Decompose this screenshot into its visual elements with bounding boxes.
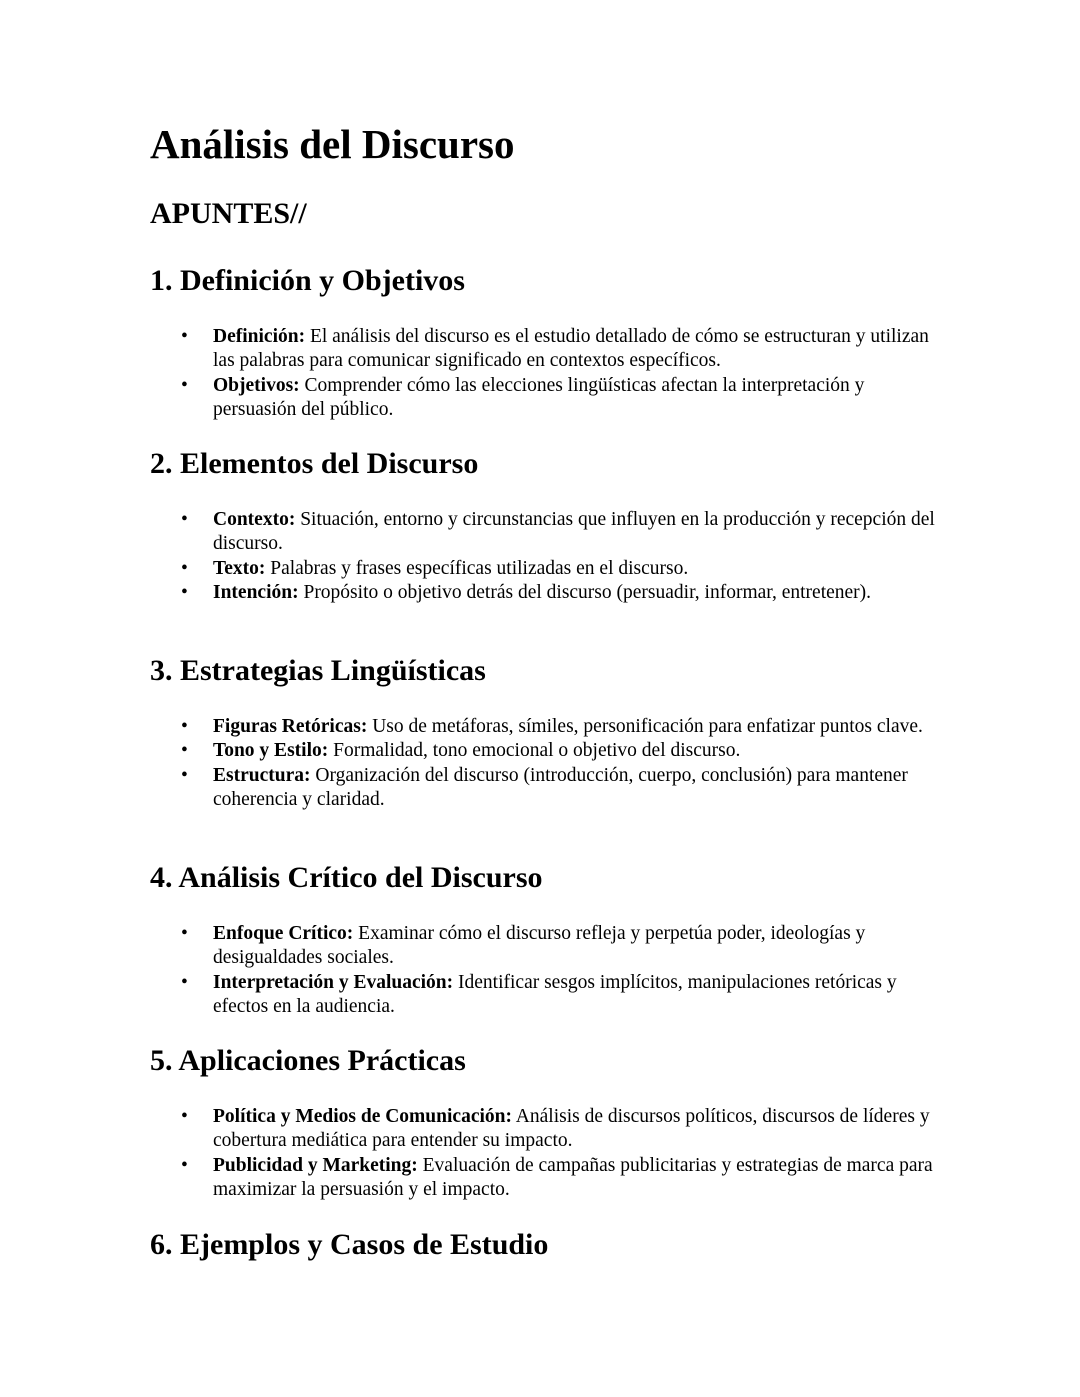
list-item: [150, 557, 938, 581]
list-item: [150, 922, 938, 971]
list-item: [150, 325, 938, 374]
bullet-icon: •: [181, 557, 188, 579]
document-subtitle: APUNTES//: [150, 197, 307, 230]
item-term: Intención:: [213, 582, 299, 604]
item-term: Política y Medios de Comunicación:: [213, 1106, 512, 1127]
list-item: [150, 764, 938, 813]
item-term: Interpretación y Evaluación:: [213, 971, 454, 993]
item-term: Definición:: [213, 326, 306, 347]
bullet-list: [150, 715, 950, 813]
list-item: [150, 1105, 938, 1154]
bullet-icon: •: [181, 1106, 188, 1127]
list-item: [150, 508, 938, 557]
item-text: Organización del discurso (introducción, cuerpo, conclusión) para mantener coherencia y claridad.: [213, 764, 908, 811]
bullet-icon: •: [181, 740, 188, 762]
item-text: Propósito o objetivo detrás del discurso (persuadir, informar, entretener).: [298, 582, 872, 604]
list-item: [150, 374, 938, 423]
list-item: [150, 971, 938, 1020]
item-term: Texto:: [213, 557, 266, 579]
item-term: Objetivos:: [213, 374, 300, 396]
item-text: Análisis de discursos políticos, discursos de líderes y cobertura mediática para entender su impacto.: [213, 1106, 930, 1152]
bullet-icon: •: [181, 716, 188, 737]
section-definicion-objetivos: [150, 266, 950, 423]
bullet-icon: •: [181, 923, 188, 944]
item-text: Identificar sesgos implícitos, manipulaciones retóricas y efectos en la audiencia.: [213, 971, 897, 1018]
section-ejemplos: [150, 1230, 950, 1260]
bullet-icon: •: [181, 971, 188, 993]
bullet-list: [150, 922, 950, 1020]
section-aplicaciones: [150, 1046, 950, 1203]
list-item: [150, 739, 938, 763]
bullet-icon: •: [181, 582, 188, 604]
item-text: Palabras y frases específicas utilizadas en el discurso.: [265, 557, 689, 579]
section-heading: 3. Estrategias Lingüísticas: [150, 654, 486, 687]
bullet-icon: •: [181, 326, 188, 347]
item-term: Tono y Estilo:: [213, 740, 329, 762]
item-term: Estructura:: [213, 764, 311, 786]
item-term: Enfoque Crítico:: [213, 923, 354, 944]
item-text: El análisis del discurso es el estudio detallado de cómo se estructuran y utilizan las palabras para comunicar significado en contextos específicos.: [213, 326, 929, 372]
bullet-icon: •: [181, 764, 188, 786]
section-heading: 2. Elementos del Discurso: [150, 447, 479, 480]
item-term: Publicidad y Marketing:: [213, 1154, 418, 1176]
bullet-icon: •: [181, 509, 188, 530]
bullet-list: [150, 325, 950, 423]
bullet-icon: •: [181, 374, 188, 396]
item-text: Situación, entorno y circunstancias que influyen en la producción y recepción del discurso.: [213, 509, 935, 555]
bullet-list: [150, 508, 950, 606]
section-heading: 5. Aplicaciones Prácticas: [150, 1044, 466, 1077]
bullet-list: [150, 1105, 950, 1203]
list-item: [150, 1154, 938, 1203]
list-item: [150, 715, 938, 739]
item-text: Examinar cómo el discurso refleja y perpetúa poder, ideologías y desigualdades sociales.: [213, 923, 866, 969]
section-heading: 4. Análisis Crítico del Discurso: [150, 861, 543, 894]
document-title: Análisis del Discurso: [150, 121, 515, 167]
item-text: Formalidad, tono emocional o objetivo del discurso.: [328, 740, 741, 762]
section-heading: 1. Definición y Objetivos: [150, 264, 465, 297]
item-term: Contexto:: [213, 509, 296, 530]
item-text: Uso de metáforas, símiles, personificación para enfatizar puntos clave.: [367, 716, 923, 737]
item-term: Figuras Retóricas:: [213, 716, 368, 737]
item-text: Evaluación de campañas publicitarias y estrategias de marca para maximizar la persuasión y el impacto.: [213, 1154, 933, 1201]
section-heading: 6. Ejemplos y Casos de Estudio: [150, 1228, 549, 1261]
section-elementos: [150, 449, 950, 606]
section-estrategias: [150, 656, 950, 813]
section-analisis-critico: [150, 863, 950, 1020]
item-text: Comprender cómo las elecciones lingüísticas afectan la interpretación y persuasión del público.: [213, 374, 865, 421]
bullet-icon: •: [181, 1154, 188, 1176]
list-item: [150, 581, 938, 605]
